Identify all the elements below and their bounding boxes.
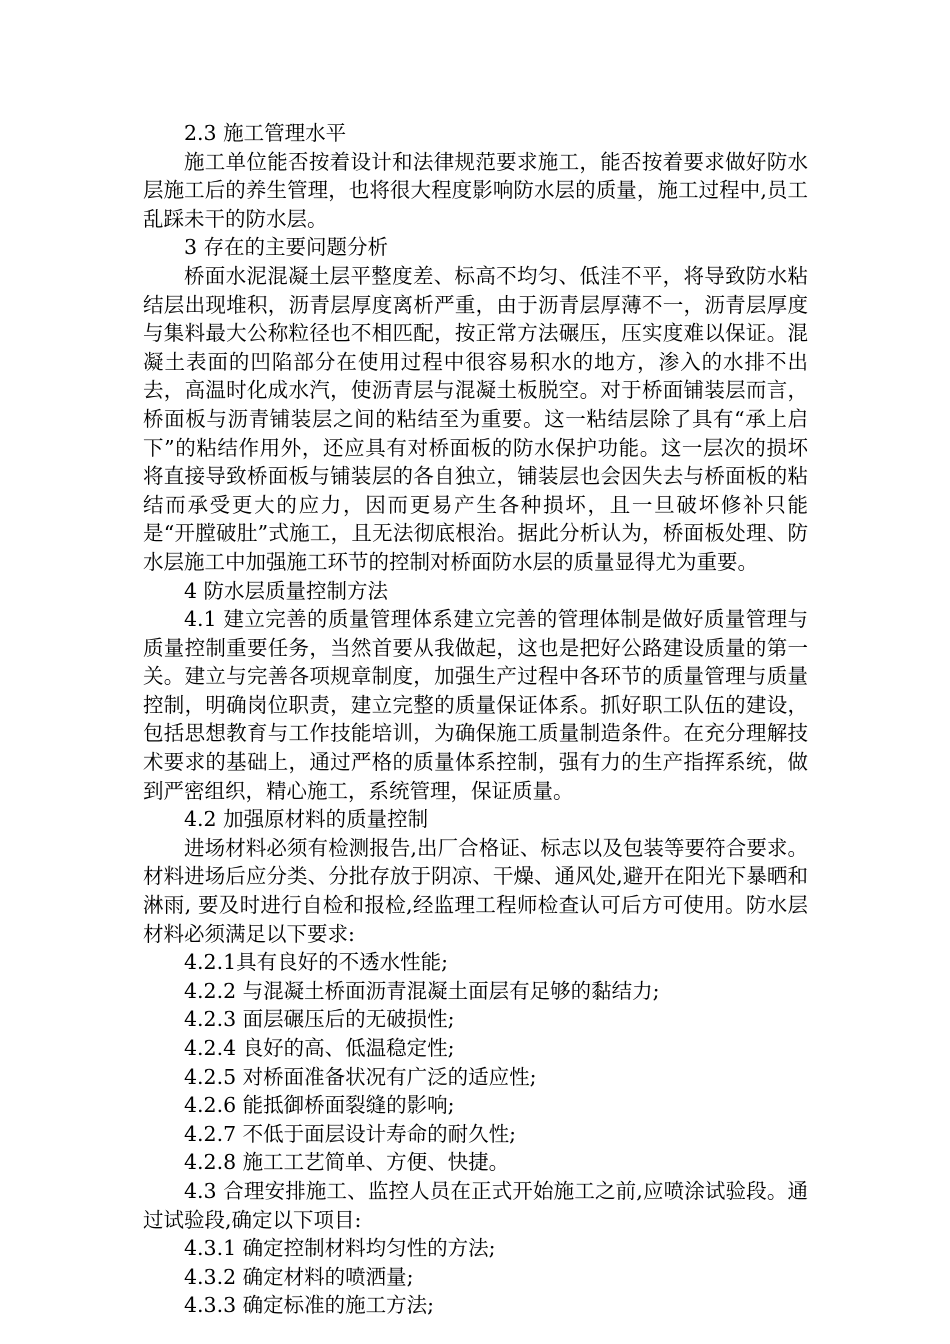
list-item-4-2-6: 4.2.6 能抵御桥面裂缝的影响; [184,1093,455,1118]
list-item-4-2-2: 4.2.2 与混凝土桥面沥青混凝土面层有足够的黏结力; [184,978,660,1003]
list-item-4-3-3: 4.3.3 确定标准的施工方法; [184,1293,435,1318]
list-item-4-2-3: 4.2.3 面层碾压后的无破损性; [184,1007,455,1032]
list-item-4-2-4: 4.2.4 良好的高、低温稳定性; [184,1036,455,1060]
paragraph-construction-management: 施工单位能否按着设计和法律规范要求施工，能否按着要求做好防水层施工后的养生管理，也将很大程度影响防水层的质量，施工过程中,员工乱踩未干的防水层。 [143,149,808,231]
document-body [143,119,808,1320]
list-item-4-2-1: 4.2.1具有良好的不透水性能; [184,950,449,975]
section-heading-4: 4 防水层质量控制方法 [184,578,389,603]
section-heading-3: 3 存在的主要问题分析 [184,235,389,260]
list-item-4-2-8: 4.2.8 施工工艺简单、方便、快捷。 [184,1150,510,1175]
paragraph-quality-system: 4.1 建立完善的质量管理体系建立完善的管理体制是做好质量管理与质量控制重要任务，当然首要从我做起，这也是把好公路建设质量的第一关。建立与完善各项规章制度，加强生产过程中各环节的质量管理与质量控制，明确岗位职责，建立完整的质量保证体系。抓好职工队伍的建设，包括思想教育与工作技能培训，为确保施工质量制造条件。在充分理解技术要求的基础上，通过严格的质量体系控制，强有力的生产指挥系统，做到严密组织，精心施工，系统管理，保证质量。 [143,607,808,803]
list-item-4-2-5: 4.2.5 对桥面准备状况有广泛的适应性; [184,1064,537,1089]
list-item-4-2-7: 4.2.7 不低于面层设计寿命的耐久性; [184,1121,517,1146]
paragraph-trial-section: 4.3 合理安排施工、监控人员在正式开始施工之前,应喷涂试验段。通过试验段,确定以下项目: [143,1178,808,1232]
section-heading-4-2: 4.2 加强原材料的质量控制 [184,807,429,832]
list-item-4-3-2: 4.3.2 确定材料的喷洒量; [184,1264,414,1289]
section-heading-2-3: 2.3 施工管理水平 [184,121,347,145]
paragraph-problem-analysis: 桥面水泥混凝土层平整度差、标高不均匀、低洼不平，将导致防水粘结层出现堆积，沥青层厚度离析严重，由于沥青层厚薄不一，沥青层厚度与集料最大公称粒径也不相匹配，按正常方法碾压，压实度难以保证。混凝土表面的凹陷部分在使用过程中很容易积水的地方，渗入的水排不出去，高温时化成水汽，使沥青层与混凝土板脱空。对于桥面铺装层而言，桥面板与沥青铺装层之间的粘结至为重要。这一粘结层除了具有“承上启下”的粘结作用外，还应具有对桥面板的防水保护功能。这一层次的损坏将直接导致桥面板与铺装层的各自独立，铺装层也会因失去与桥面板的粘结而承受更大的应力，因而更易产生各种损坏，且一旦破坏修补只能是“开膛破肚”式施工，且无法彻底根治。据此分析认为，桥面板处理、防水层施工中加强施工环节的控制对桥面防水层的质量显得尤为重要。 [143,263,808,574]
list-item-4-3-1: 4.3.1 确定控制材料均匀性的方法; [184,1236,496,1261]
paragraph-material-control: 进场材料必须有检测报告,出厂合格证、标志以及包装等要符合要求。材料进场后应分类、分批存放于阴凉、干燥、通风处,避开在阳光下暴晒和淋雨, 要及时进行自检和报检,经监理工程师检查认可后方可使用。防水层材料必须满足以下要求: [143,835,808,946]
